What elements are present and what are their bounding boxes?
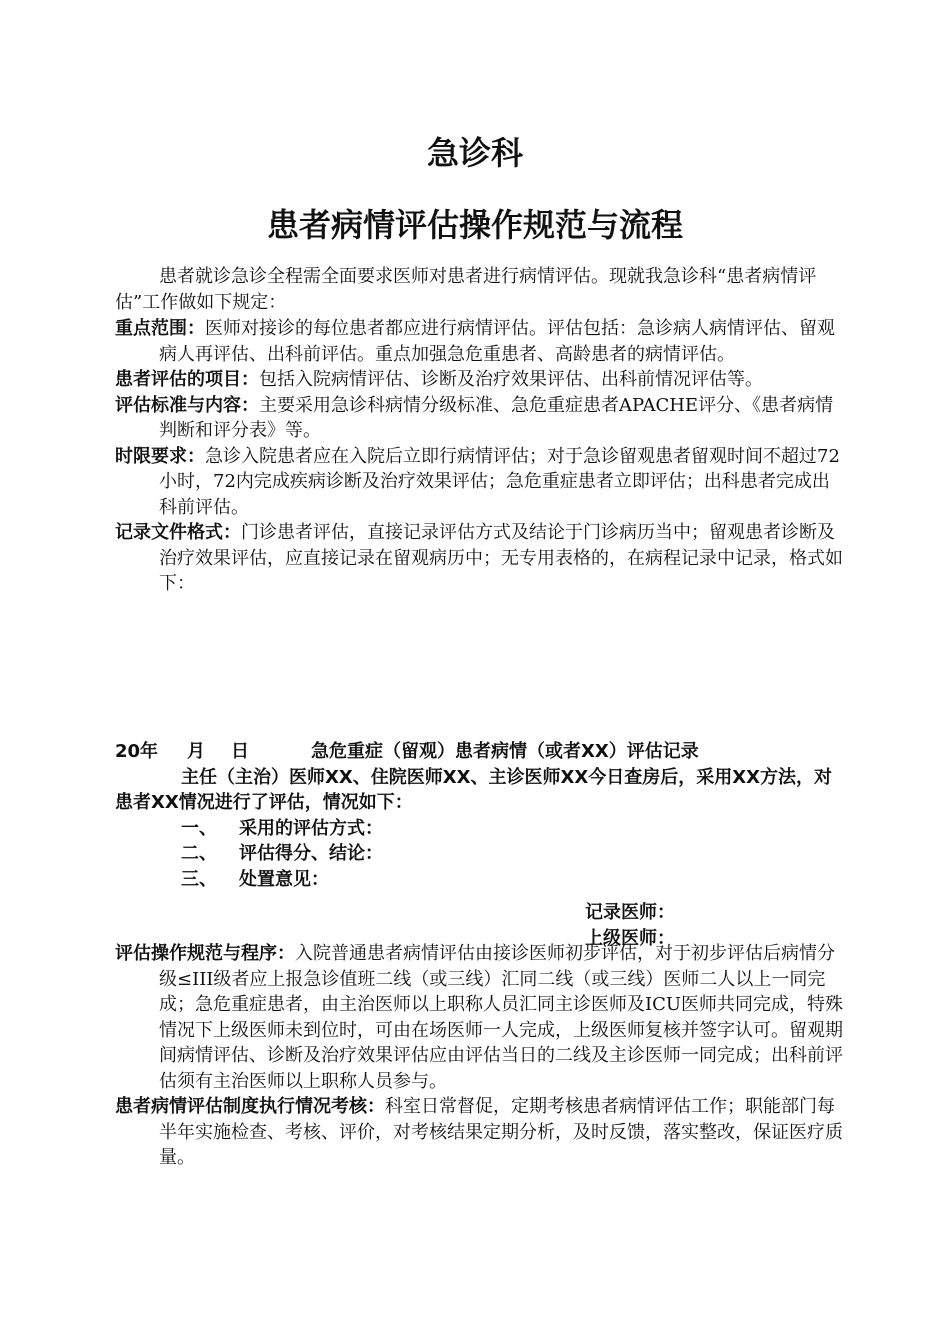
section-text: 医师对接诊的每位患者都应进行病情评估。评估包括：急诊病人病情评估、留观病人再评估、出科前评估。重点加强急危重患者、高龄患者的病情评估。: [159, 318, 835, 365]
department-title: 急诊科: [426, 134, 523, 172]
section-scope: [115, 316, 845, 367]
record-month: 月: [187, 741, 205, 762]
section-record-format: [115, 520, 845, 597]
section-label: 记录文件格式：: [115, 522, 241, 543]
section-text: 主要采用急诊科病情分级标准、急危重症患者APACHE评分、《患者病情判断和评分表》等。: [159, 394, 834, 441]
section-label: 评估操作规范与程序：: [115, 943, 295, 964]
document-title: 患者病情评估操作规范与流程: [266, 206, 683, 244]
intro-paragraph: [115, 264, 845, 315]
recorder-signature: 记录医师：: [585, 902, 675, 923]
section-procedure: [115, 941, 845, 1094]
record-paragraph: 主任（主治）医师XX、住院医师XX、主诊医师XX今日查房后，采用XX方法，对患者XX情况进行了评估，情况如下：: [115, 766, 833, 813]
section-assessment: [115, 1094, 845, 1171]
section-text: 科室日常督促，定期考核患者病情评估工作；职能部门每半年实施检查、考核、评价，对考核结果定期分析，及时反馈，落实整改，保证医疗质量。: [159, 1096, 843, 1168]
record-item-text: 处置意见：: [239, 868, 329, 890]
section-label: 重点范围：: [115, 318, 205, 339]
record-item: [115, 867, 845, 893]
section-text: 包括入院病情评估、诊断及治疗效果评估、出科前情况评估等。: [259, 369, 763, 390]
record-item-text: 采用的评估方式：: [239, 817, 383, 839]
rules-section: [115, 316, 845, 597]
section-text: 门诊患者评估，直接记录评估方式及结论于门诊病历当中；留观患者诊断及治疗效果评估，应直接记录在留观病历中；无专用表格的，在病程记录中记录，格式如下：: [159, 522, 843, 594]
record-item-text: 评估得分、结论：: [239, 843, 383, 864]
record-item: [115, 816, 845, 842]
section-label: 评估标准与内容：: [115, 394, 259, 416]
section-text: 急诊入院患者应在入院后立即行病情评估；对于急诊留观患者留观时间不超过72小时，72内完成疾病诊断及治疗效果评估；急危重症患者立即评估；出科患者完成出科前评估。: [159, 445, 840, 518]
record-year: 20年: [115, 741, 159, 762]
record-item: [115, 841, 845, 867]
section-standards: [115, 393, 845, 444]
record-template: [115, 739, 845, 951]
record-item-number: 三、: [181, 868, 217, 890]
record-item-number: 二、: [181, 843, 217, 864]
section-label: 患者评估的项目：: [115, 369, 259, 390]
intro-text: 患者就诊急诊全程需全面要求医师对患者进行病情评估。现就我急诊科“患者病情评估”工作做如下规定：: [115, 266, 817, 313]
section-time-limits: [115, 444, 845, 521]
section-text: 入院普通患者病情评估由接诊医师初步评估，对于初步评估后病情分级≤III级者应上报急诊值班二线（或三线）汇同二线（或三线）医师二人以上一同完成；急危重症患者，由主治医师以上职称人员汇同主诊医师及ICU医师共同完成，特殊情况下上级医师未到位时，可由在场医师一人完成，上级医师复核并签字认可。留观期间病情评估、诊断及治疗效果评估应由评估当日的二线及主诊医师一同完成；出科前评估须有主治医师以上职称人员参与。: [159, 943, 844, 1092]
record-day: 日: [231, 741, 249, 762]
section-items: [115, 367, 845, 393]
record-item-number: 一、: [181, 817, 217, 839]
superior-signature: 上级医师：: [585, 927, 675, 949]
record-heading: 急危重症（留观）患者病情（或者XX）评估记录: [311, 741, 699, 762]
section-label: 时限要求：: [115, 445, 205, 467]
record-header: [115, 739, 845, 765]
section-label: 患者病情评估制度执行情况考核：: [115, 1096, 385, 1117]
procedure-section: [115, 941, 845, 1171]
